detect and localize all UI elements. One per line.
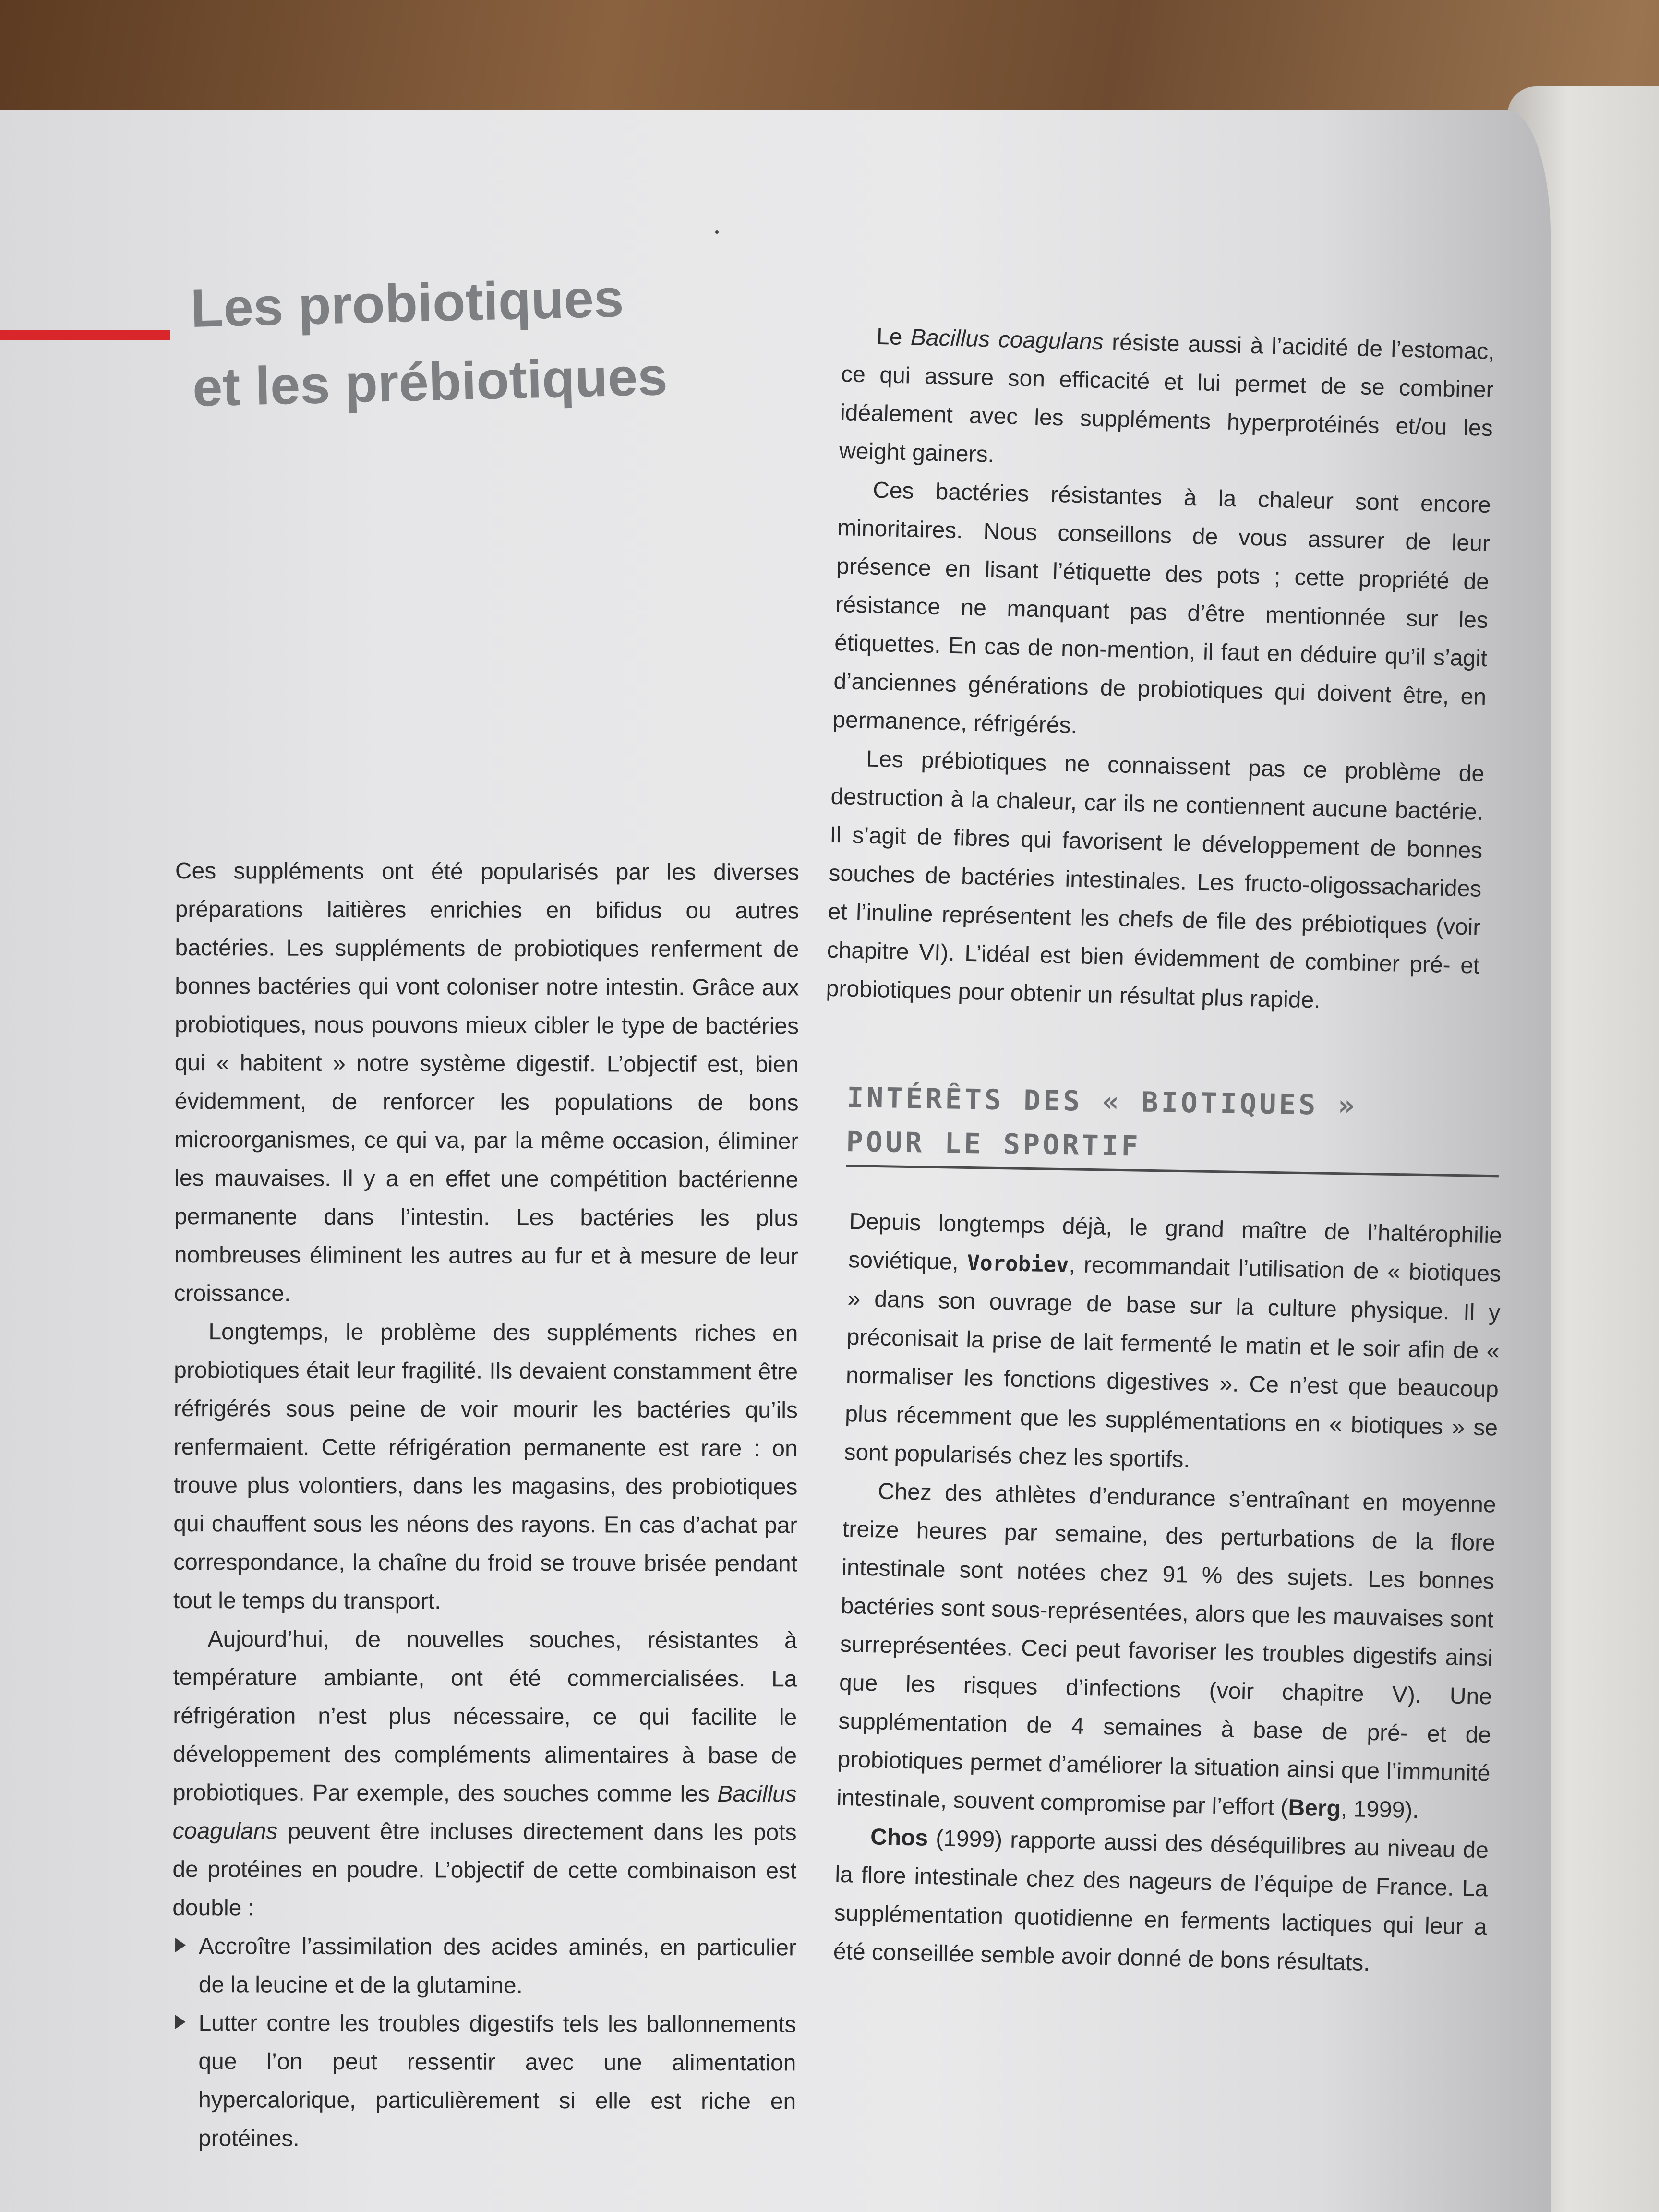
bullet-text-1: Accroître l’assimilation des acides aminés, en particulier de la leucine et de la glutamine.: [198, 1934, 797, 1998]
right-column-top: [826, 317, 1495, 1024]
bacillus-italic-term: Bacillus coagulans: [172, 1781, 797, 1844]
section-heading: [846, 1075, 1500, 1177]
chapter-title-line-1: Les probiotiques: [190, 267, 625, 338]
bullet-item-2: [172, 2004, 796, 2159]
right-paragraph-3: Les prébiotiques ne connaissent pas ce problème de destruction à la chaleur, car ils ne contiennent aucune bactérie. Il s’agit de fibres qui favorisent le développement de bonnes souches de bactéries intestinales. Les fructo-oligossacharides et l’inuline représentent les chefs de file des prébiotiques (voir chapitre VI). L’idéal est bien évidemment de combiner pré- et probiotiques pour obtenir un résultat plus rapide.: [826, 746, 1485, 1013]
right-paragraph-1: [839, 317, 1495, 486]
section-paragraph-3: [833, 1817, 1489, 1985]
section-paragraph-2-a: Chez des athlètes d’endurance s’entraînant en moyenne treize heures par semaine, des perturbations de la flore intestinale sont notées chez 91 % des sujets. Les bonnes bactéries sont sous-représentées, alors que les mauvaises sont surreprésentées. Ceci peut favoriser les troubles digestifs ainsi que les risques d’infections (voir chapitre V). Une supplémentation de 4 semaines à base de pré- et de probiotiques permet d’améliorer la situation ainsi que l’immunité intestinale, souvent compromise par l’effort (: [836, 1479, 1497, 1821]
author-vorobiev: Vorobiev: [967, 1250, 1070, 1277]
section-paragraph-1-a: Depuis longtemps déjà, le grand maître de l’haltérophilie soviétique,: [848, 1208, 1503, 1275]
left-paragraph-3: [172, 1620, 797, 1929]
section-heading-line-2: POUR LE SPORTIF: [846, 1125, 1142, 1163]
bullet-text-2: Lutter contre les troubles digestifs tels les ballonnements que l’on peut ressentir avec une alimentation hypercalorique, particulièrement si elle est riche en protéines.: [198, 2010, 796, 2152]
reference-berg: Berg: [1288, 1795, 1341, 1822]
left-paragraph-3-end: peuvent être incluses directement dans les pots de protéines en poudre. L’objectif de cette combinaison est double :: [172, 1818, 797, 1921]
chapter-red-rule: [0, 330, 170, 340]
section-heading-line-1: INTÉRÊTS DES « BIOTIQUES »: [846, 1081, 1358, 1122]
chapter-title-line-2: et les prébiotiques: [192, 346, 668, 418]
left-paragraph-1: Ces suppléments ont été popularisés par les diverses préparations laitières enrichies en bifidus ou autres bactéries. Les suppléments de probiotiques renferment de bonnes bactéries qui vont coloniser notre intestin. Grâce aux probiotiques, nous pouvons mieux cibler le type de bactéries qui « habitent » notre système digestif. L’objectif est, bien évidemment, de renforcer les populations de bons microorganismes, ce qui va, par la même occasion, éliminer les mauvaises. Il y a en effet une compétition bactérienne permanente dans l’intestin. Les bactéries les plus nombreuses éliminent les autres au fur et à mesure de leur croissance.: [174, 858, 799, 1307]
triangle-bullet-icon: [175, 2015, 186, 2029]
left-paragraph-3-start: Aujourd’hui, de nouvelles souches, résistantes à température ambiante, ont été commercialisées. La réfrigération n’est plus nécessaire, ce qui facilite le développement des compléments alimentaires à base de probiotiques. Par exemple, des souches comme les: [172, 1626, 797, 1807]
right-column-bottom: [833, 1202, 1503, 1985]
section-paragraph-3-rest: (1999) rapporte aussi des déséquilibres au niveau de la flore intestinale chez des nageurs de l’équipe de France. La supplémentation quotidienne en ferments lactiques qui leur a été conseillée semble avoir donné de bons résultats.: [833, 1825, 1489, 1976]
book-page: [0, 110, 1551, 2212]
section-paragraph-2: [836, 1472, 1496, 1831]
author-chos: Chos: [870, 1824, 928, 1851]
ink-speck: [715, 230, 719, 234]
section-paragraph-2-b: , 1999).: [1340, 1796, 1419, 1824]
right-paragraph-2: Ces bactéries résistantes à la chaleur sont encore minoritaires. Nous conseillons de vous assurer de leur présence en lisant l’étiquette des pots ; cette propriété de résistance ne manquant pas d’être mentionnée sur les étiquettes. En cas de non-mention, il faut en déduire qu’il s’agit d’anciennes générations de probiotiques qui doivent être, en permanence, réfrigérés.: [832, 477, 1491, 739]
triangle-bullet-icon: [175, 1938, 186, 1952]
right-paragraph-1-end: résiste aussi à l’acidité de l’estomac, ce qui assure son efficacité et lui permet de se combiner idéalement avec les suppléments hyperprotéinés et/ou les weight gainers.: [839, 329, 1495, 468]
left-column: [172, 852, 799, 2159]
bullet-item-1: [172, 1927, 796, 2006]
chapter-title: [190, 257, 668, 427]
section-paragraph-1: [844, 1202, 1503, 1486]
bacillus-italic-term-right: Bacillus coagulans: [910, 325, 1104, 355]
section-paragraph-1-b: , recommandait l’utilisation de « biotiques » dans son ouvrage de base sur la culture physique. Il y préconisait la prise de lait fermenté le matin et le soir afin de « normaliser les fonctions digestives ». Ce n’est que beaucoup plus récemment que les supplémentations en « biotiques » se sont popularisés chez les sportifs.: [844, 1251, 1502, 1473]
right-paragraph-1-start: Le: [876, 324, 911, 350]
left-paragraph-2: Longtemps, le problème des suppléments riches en probiotiques était leur fragilité. Ils devaient constamment être réfrigérés sous peine de voir mourir les bactéries qu’ils renfermaient. Cette réfrigération permanente est rare : on trouve plus volontiers, dans les magasins, des probiotiques qui chauffent sous les néons des rayons. En cas d’achat par correspondance, la chaîne du froid se trouve brisée pendant tout le temps du transport.: [173, 1319, 798, 1614]
